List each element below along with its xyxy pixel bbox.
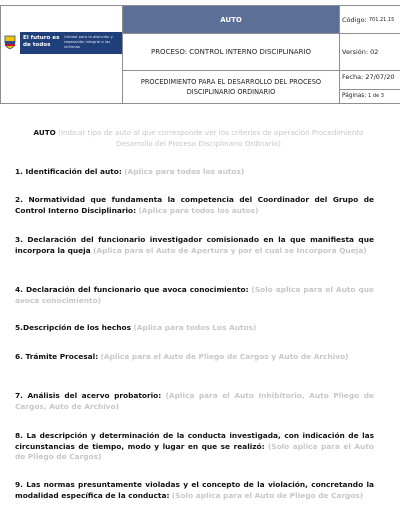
section-item: [15, 323, 374, 334]
pages-value: 1 de 3: [368, 93, 384, 99]
auto-hint: (Indicar tipo de auto al que corresponde ver los criterios de operación Procedimiento Desarrollo del Proceso Disciplinario Ordinario): [58, 128, 364, 148]
version-cell: Versión: 02: [339, 33, 400, 71]
coat-of-arms-icon: [3, 34, 17, 50]
item-text: 5.Descripción de los hechos: [15, 323, 132, 332]
logo-cell: [0, 5, 123, 104]
code-cell: [339, 5, 400, 34]
code-value: 701.21.15: [368, 16, 395, 23]
section-item: [15, 480, 374, 501]
item-hint: (Aplica para el Auto Inhibitorio, Auto Pliego de Cargos, Auto de Archivo): [15, 391, 374, 411]
pages-label: Páginas:: [342, 93, 367, 99]
pages-cell: [339, 89, 400, 104]
document-title: AUTO: [122, 5, 340, 34]
item-text: 2. Normatividad que fundamenta la competencia del Coordinador del Grupo de Control Interno Disciplinario:: [15, 195, 374, 215]
entity-logo: [20, 32, 122, 54]
item-hint: (Solo aplica para el Auto que avoca conocimiento): [15, 285, 374, 305]
section-item: [15, 167, 374, 178]
logo-sub-text: Unidad para la atención y reparación integral a las víctimas: [64, 34, 113, 49]
item-text: 1. Identificación del auto:: [15, 167, 122, 176]
item-text: 6. Trámite Procesal:: [15, 352, 99, 361]
item-hint: (Solo aplica para el Auto de Pliego de Cargos): [171, 490, 364, 500]
section-item: [15, 195, 374, 216]
section-item: [15, 391, 374, 412]
auto-heading: [26, 128, 371, 149]
section-item: [15, 235, 374, 256]
auto-label: AUTO: [33, 128, 56, 137]
item-hint: (Aplica para el Auto de Apertura y por el cual se Incorpora Queja): [93, 245, 367, 255]
item-hint: (Solo aplica para el Auto de Pliego de Cargos): [15, 441, 374, 461]
document-header: [0, 5, 400, 104]
item-text: 9. Las normas presuntamente violadas y el concepto de la violación, concretando la modalidad específica de la conducta:: [15, 480, 374, 500]
code-label: Código:: [342, 15, 367, 24]
logo-main-text: El futuro es de todos: [23, 35, 60, 48]
item-hint: (Aplica para todos Los Autos): [133, 323, 257, 332]
item-hint: (Aplica para todos los autos): [124, 167, 245, 176]
procedure-name: PROCEDIMIENTO PARA EL DESARROLLO DEL PROCESO DISCIPLINARIO ORDINARIO: [122, 70, 340, 104]
item-text: 8. La descripción y determinación de la conducta investigada, con indicación de las circunstancias de tiempo, modo y lugar en que se realizó:: [15, 431, 374, 451]
process-name: PROCESO: CONTROL INTERNO DISCIPLINARIO: [122, 33, 340, 71]
item-text: 3. Declaración del funcionario investigador comisionado en la que manifiesta que incorpora la queja: [15, 235, 374, 255]
section-item: [15, 352, 374, 363]
section-item: [15, 431, 374, 463]
date-cell: Fecha: 27/07/20: [339, 70, 400, 90]
item-hint: (Aplica para el Auto de Pliego de Cargos y Auto de Archivo): [100, 352, 349, 361]
item-hint: (Aplica para todos los autos): [138, 205, 259, 215]
item-text: 7. Análisis del acervo probatorio:: [15, 391, 162, 400]
item-text: 4. Declaración del funcionario que avoca conocimiento:: [15, 285, 249, 294]
section-item: [15, 285, 374, 306]
